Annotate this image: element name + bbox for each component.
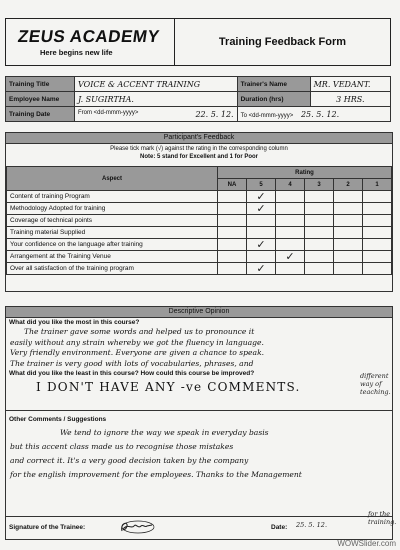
answer-line: and correct it. It's a very good decision taken by the company [10, 456, 249, 465]
feedback-section-title: Participant's Feedback [6, 133, 392, 144]
rating-cell-2[interactable] [334, 251, 363, 263]
rating-cell-2[interactable] [334, 227, 363, 239]
rating-cell-4[interactable] [276, 251, 305, 263]
aspect-label: Training material Supplied [7, 227, 218, 239]
rating-row [7, 203, 392, 215]
answer-line: The trainer is very good with lots of vocabularies, phrases, and [10, 358, 254, 368]
rating-cell-4[interactable] [276, 263, 305, 275]
rating-cell-1[interactable] [363, 251, 392, 263]
question-liked-most: What did you like the most in this course? [9, 319, 140, 326]
from-date-label: From <dd-mmm-yyyy> [78, 109, 139, 116]
academy-logo [6, 19, 175, 65]
to-date-label: To <dd-mmm-yyyy> [240, 112, 294, 119]
duration-label: Duration (hrs) [237, 92, 310, 107]
rating-cell-3[interactable] [305, 251, 334, 263]
training-title-label: Training Title [6, 77, 75, 92]
rating-row [7, 263, 392, 275]
rating-header: Rating [218, 167, 392, 179]
rating-cell-3[interactable] [305, 191, 334, 203]
rating-cell-3[interactable] [305, 263, 334, 275]
from-date-value: 22. 5. 12. [195, 109, 234, 119]
participants-feedback-section [5, 132, 393, 292]
form-header [5, 18, 391, 66]
training-title-value: VOICE & ACCENT TRAINING [75, 77, 238, 92]
signature-label: Signature of the Trainee: [9, 524, 86, 531]
answer-line: but this accent class made us to recognise those mistakes [10, 442, 234, 451]
trainee-signature [118, 519, 158, 535]
question-other-comments: Other Comments / Suggestions [9, 416, 107, 423]
descriptive-opinion-section [5, 306, 393, 540]
watermark: WOWSlider.com [337, 539, 396, 548]
rating-column-header: 2 [334, 179, 363, 191]
logo-tagline: Here begins new life [40, 48, 113, 57]
rating-cell-5[interactable] [247, 203, 276, 215]
to-date-value: 25. 5. 12. [300, 109, 340, 119]
tick-mark-icon: ✓ [256, 201, 266, 215]
rating-cell-1[interactable] [363, 191, 392, 203]
rating-table [6, 166, 392, 275]
rating-cell-na[interactable] [218, 251, 247, 263]
tick-mark-icon: ✓ [256, 237, 266, 251]
rating-cell-3[interactable] [305, 203, 334, 215]
aspect-label: Arrangement at the Training Venue [7, 251, 218, 263]
training-details-table [5, 76, 391, 122]
rating-cell-na[interactable] [218, 191, 247, 203]
rating-cell-na[interactable] [218, 227, 247, 239]
rating-cell-5[interactable] [247, 239, 276, 251]
rating-cell-1[interactable] [363, 203, 392, 215]
employee-name-label: Employee Name [6, 92, 75, 107]
logo-name: ZEUS ACADEMY [16, 27, 161, 46]
rating-cell-1[interactable] [363, 239, 392, 251]
aspect-label: Methodology Adopted for training [7, 203, 218, 215]
rating-cell-na[interactable] [218, 215, 247, 227]
trainer-name-label: Trainer's Name [237, 77, 310, 92]
aspect-label: Your confidence on the language after training [7, 239, 218, 251]
rating-cell-4[interactable] [276, 191, 305, 203]
to-date-cell [237, 107, 390, 122]
rating-column-header: 3 [305, 179, 334, 191]
rating-cell-5[interactable] [247, 215, 276, 227]
rating-cell-3[interactable] [305, 239, 334, 251]
trainer-name-value: MR. VEDANT. [310, 77, 390, 92]
date-label: Date: [271, 524, 288, 531]
margin-note-training: for the training. [368, 510, 397, 526]
tick-mark-icon: ✓ [256, 261, 266, 275]
signature-row [6, 516, 392, 539]
rating-cell-1[interactable] [363, 263, 392, 275]
tick-mark-icon: ✓ [285, 249, 295, 263]
rating-cell-2[interactable] [334, 191, 363, 203]
rating-cell-3[interactable] [305, 227, 334, 239]
aspect-header: Aspect [7, 167, 218, 191]
answer-line: Very friendly environment. Everyone are given a chance to speak. [10, 348, 265, 357]
aspect-label: Over all satisfaction of the training program [7, 263, 218, 275]
rating-row [7, 215, 392, 227]
feedback-form-sheet [5, 18, 397, 540]
employee-name-value: J. SUGIRTHA. [75, 92, 238, 107]
answer-other-comments [6, 426, 392, 482]
question-liked-least: What did you like the least in this course? How could this course be improved? [9, 370, 255, 377]
rating-cell-5[interactable] [247, 263, 276, 275]
rating-cell-4[interactable] [276, 203, 305, 215]
form-title: Training Feedback Form [218, 36, 347, 48]
rating-cell-na[interactable] [218, 239, 247, 251]
rating-cell-2[interactable] [334, 215, 363, 227]
rating-row [7, 227, 392, 239]
training-date-label: Training Date [6, 107, 75, 122]
duration-value: 3 HRS. [310, 92, 390, 107]
rating-cell-1[interactable] [363, 227, 392, 239]
answer-line: easily without any strain whereby we got the fluency in language. [10, 337, 264, 347]
rating-cell-4[interactable] [276, 215, 305, 227]
rating-cell-2[interactable] [334, 263, 363, 275]
answer-line: We tend to ignore the way we speak in everyday basis [60, 428, 269, 437]
rating-column-header: 1 [363, 179, 392, 191]
margin-note-teaching: different way of teaching. [360, 372, 391, 396]
feedback-note: Note: 5 stand for Excellent and 1 for Poor [139, 154, 259, 160]
rating-cell-4[interactable] [276, 227, 305, 239]
aspect-label: Coverage of technical points [7, 215, 218, 227]
answer-line: for the english improvement for the employees. Thanks to the Management [10, 470, 302, 479]
rating-column-header: 5 [247, 179, 276, 191]
rating-cell-na[interactable] [218, 203, 247, 215]
rating-row [7, 251, 392, 263]
answer-liked-most [6, 327, 392, 369]
rating-row [7, 239, 392, 251]
answer-liked-least: I DON'T HAVE ANY -ve COMMENTS. [36, 380, 301, 394]
rating-row [7, 191, 392, 203]
tick-mark-icon: ✓ [256, 189, 266, 203]
from-date-cell [75, 107, 238, 122]
rating-cell-na[interactable] [218, 263, 247, 275]
date-value: 25. 5. 12. [296, 521, 328, 529]
rating-column-header: 4 [276, 179, 305, 191]
feedback-instruction: Please tick mark (√) against the rating in the corresponding column [110, 146, 288, 152]
descriptive-section-title: Descriptive Opinion [6, 307, 392, 318]
rating-column-header: NA [218, 179, 247, 191]
rating-cell-2[interactable] [334, 239, 363, 251]
rating-cell-3[interactable] [305, 215, 334, 227]
answer-line: The trainer gave some words and helped us to pronounce it [24, 327, 255, 336]
aspect-label: Content of training Program [7, 191, 218, 203]
rating-cell-2[interactable] [334, 203, 363, 215]
rating-cell-1[interactable] [363, 215, 392, 227]
